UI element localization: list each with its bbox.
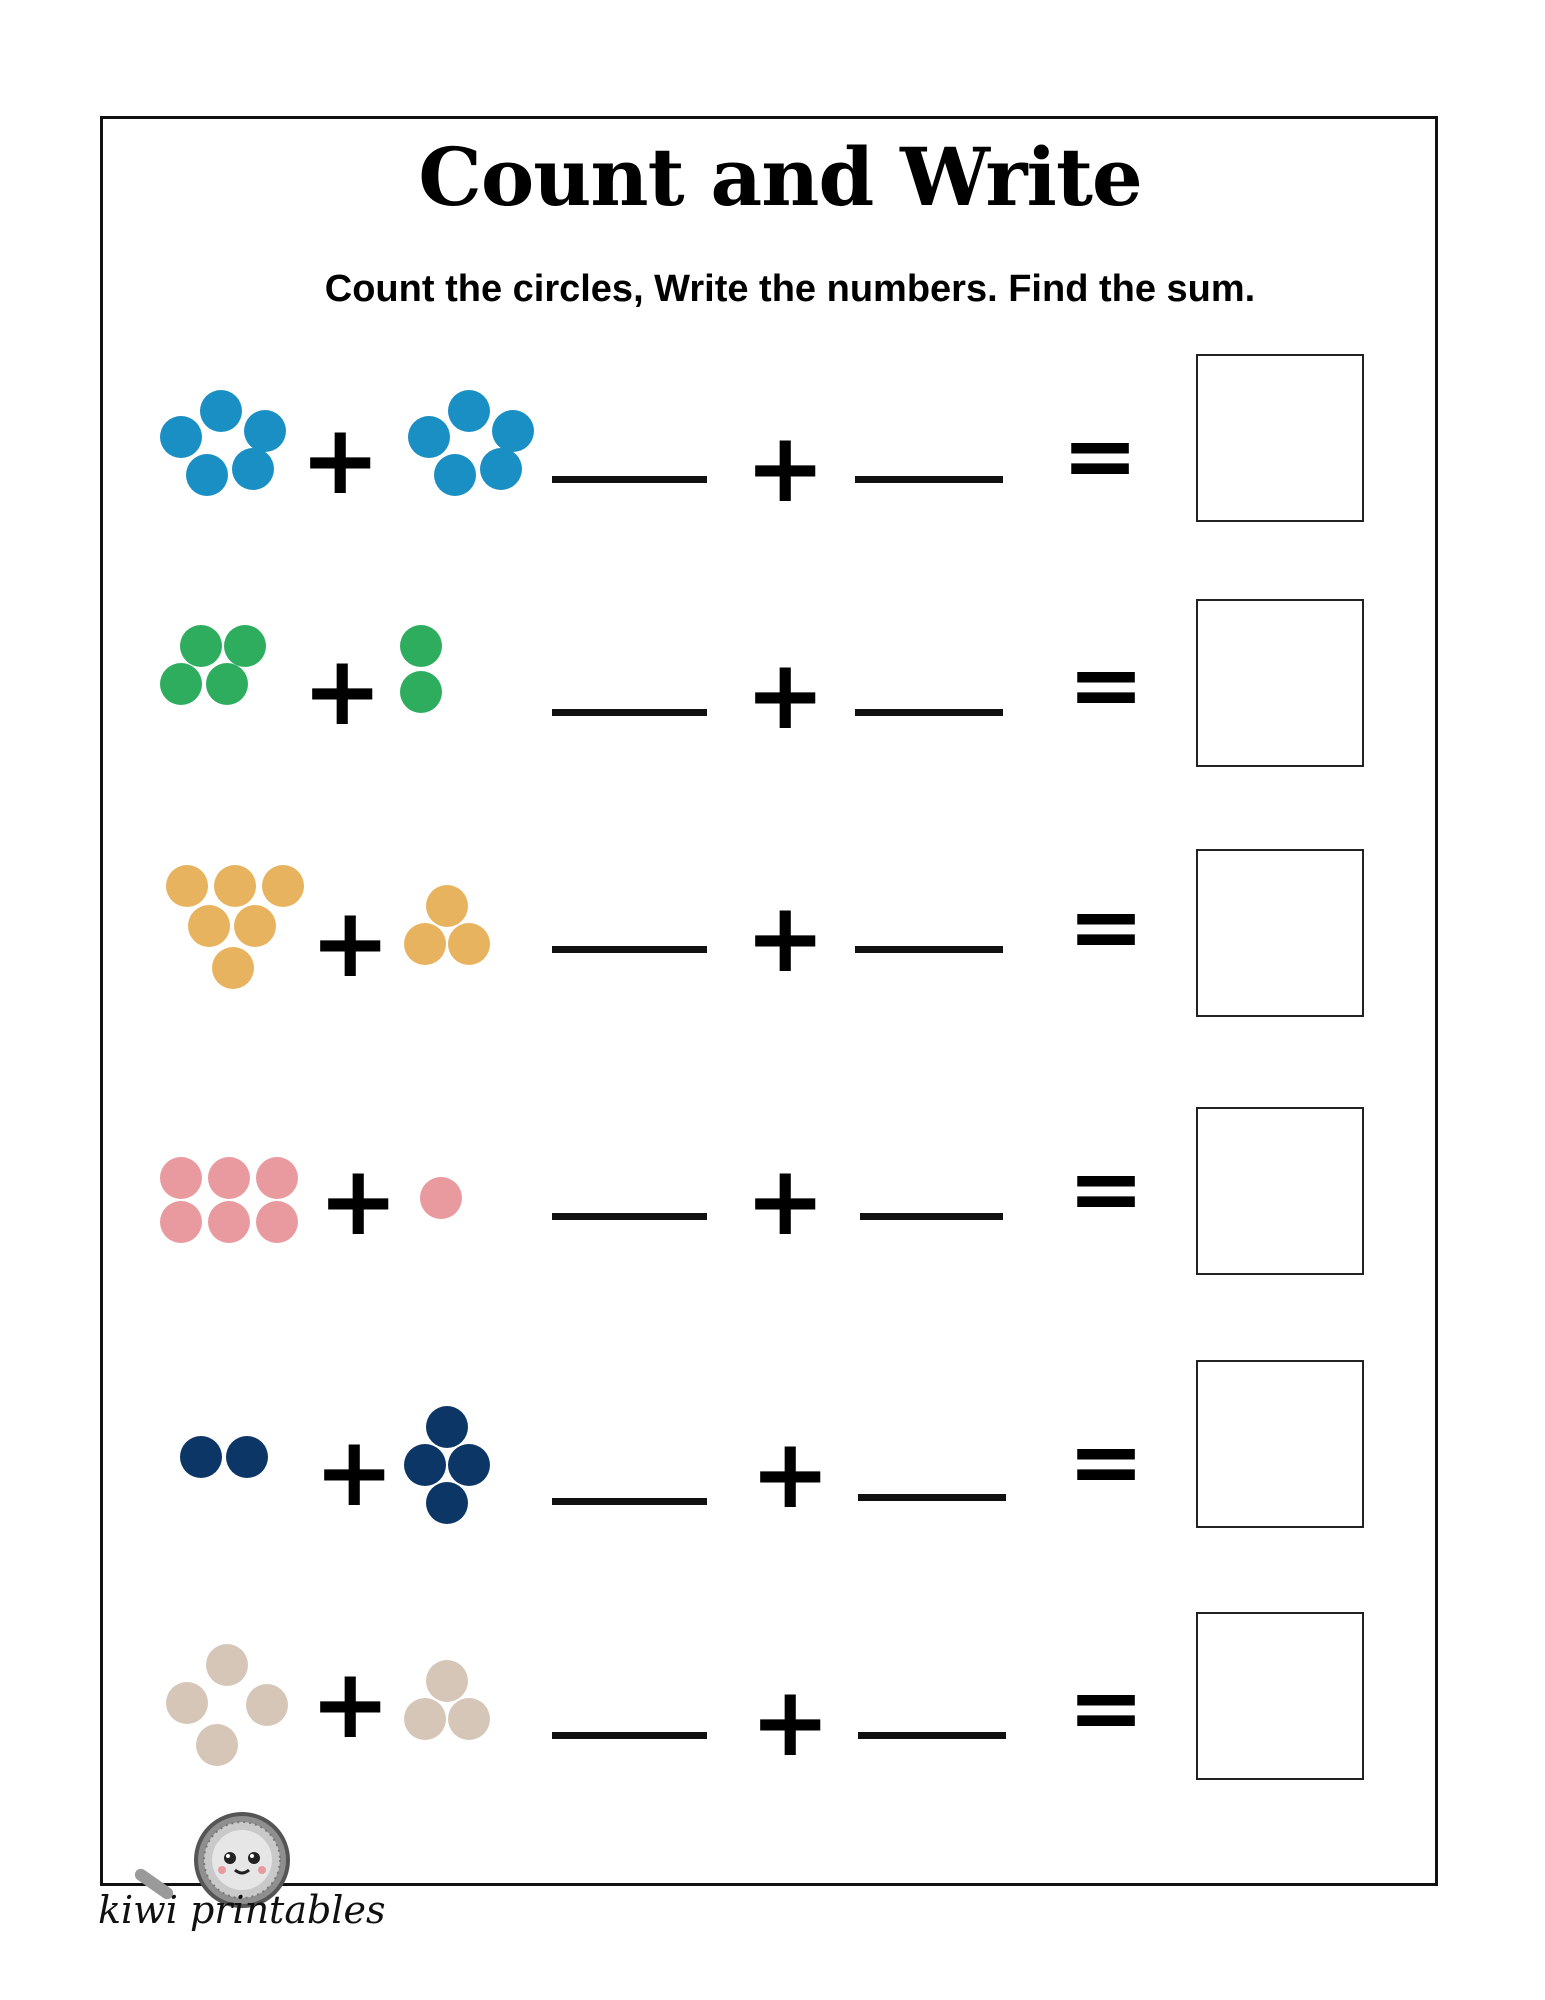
plus-sign: + <box>745 1145 826 1257</box>
answer-box[interactable] <box>1196 1612 1364 1780</box>
second-addend-blank[interactable] <box>855 946 1003 953</box>
circle <box>400 671 442 713</box>
right-circle-group <box>400 625 550 775</box>
circle <box>426 1482 468 1524</box>
left-circle-group <box>160 625 310 775</box>
answer-box[interactable] <box>1196 1107 1364 1275</box>
circle <box>196 1724 238 1766</box>
plus-sign: + <box>310 887 391 999</box>
circle <box>224 625 266 667</box>
circle <box>256 1157 298 1199</box>
circle <box>186 454 228 496</box>
plus-sign: + <box>310 1648 391 1760</box>
equals-sign: = <box>1067 1654 1145 1761</box>
page-title: Count and Write <box>418 130 1142 224</box>
right-circle-group <box>404 1406 554 1556</box>
equals-sign: = <box>1067 1408 1145 1515</box>
plus-sign: + <box>314 1416 395 1528</box>
right-circle-group <box>404 885 554 1035</box>
answer-box[interactable] <box>1196 849 1364 1017</box>
second-addend-blank[interactable] <box>858 1732 1006 1739</box>
left-circle-group <box>166 1644 316 1794</box>
brand-name: kiwi printables <box>98 1888 386 1932</box>
answer-box[interactable] <box>1196 599 1364 767</box>
first-addend-blank[interactable] <box>552 1732 707 1739</box>
circle <box>188 905 230 947</box>
first-addend-blank[interactable] <box>552 1498 707 1505</box>
problem-row <box>0 350 1545 550</box>
answer-box[interactable] <box>1196 354 1364 522</box>
circle <box>448 1698 490 1740</box>
plus-sign: + <box>745 882 826 994</box>
plus-sign: + <box>302 635 383 747</box>
circle <box>180 1436 222 1478</box>
kiwi-mascot-icon <box>92 1800 312 1960</box>
circle <box>160 416 202 458</box>
circle <box>426 1660 468 1702</box>
left-circle-group <box>160 1157 310 1307</box>
circle <box>206 663 248 705</box>
circle <box>480 448 522 490</box>
second-addend-blank[interactable] <box>860 1213 1003 1220</box>
right-circle-group <box>404 1660 554 1810</box>
plus-sign: + <box>300 404 381 516</box>
right-circle-group <box>420 1177 570 1327</box>
second-addend-blank[interactable] <box>855 476 1003 483</box>
circle <box>208 1157 250 1199</box>
plus-sign: + <box>750 1418 831 1530</box>
equals-sign: = <box>1067 873 1145 980</box>
circle <box>448 1444 490 1486</box>
circle <box>404 923 446 965</box>
problem-row <box>0 1608 1545 1808</box>
circle <box>262 865 304 907</box>
circle <box>246 1684 288 1726</box>
circle <box>206 1644 248 1686</box>
equals-sign: = <box>1067 631 1145 738</box>
problem-row <box>0 1356 1545 1556</box>
plus-sign: + <box>750 1666 831 1778</box>
equals-sign: = <box>1067 1135 1145 1242</box>
circle <box>214 865 256 907</box>
equals-sign: = <box>1061 402 1139 509</box>
circle <box>234 905 276 947</box>
circle <box>256 1201 298 1243</box>
circle <box>166 1682 208 1724</box>
circle <box>426 885 468 927</box>
plus-sign: + <box>318 1145 399 1257</box>
circle <box>408 416 450 458</box>
problem-row <box>0 595 1545 795</box>
circle <box>448 923 490 965</box>
circle <box>420 1177 462 1219</box>
second-addend-blank[interactable] <box>855 709 1003 716</box>
plus-sign: + <box>745 412 826 524</box>
circle <box>244 410 286 452</box>
plus-sign: + <box>745 639 826 751</box>
first-addend-blank[interactable] <box>552 709 707 716</box>
circle <box>226 1436 268 1478</box>
problem-row <box>0 845 1545 1045</box>
circle <box>200 390 242 432</box>
circle <box>404 1698 446 1740</box>
circle <box>232 448 274 490</box>
instructions: Count the circles, Write the numbers. Find the sum. <box>324 268 1256 310</box>
circle <box>212 947 254 989</box>
circle <box>160 663 202 705</box>
first-addend-blank[interactable] <box>552 1213 707 1220</box>
circle <box>434 454 476 496</box>
circle <box>448 390 490 432</box>
answer-box[interactable] <box>1196 1360 1364 1528</box>
second-addend-blank[interactable] <box>858 1494 1006 1501</box>
left-circle-group <box>160 390 310 540</box>
first-addend-blank[interactable] <box>552 946 707 953</box>
circle <box>404 1444 446 1486</box>
circle <box>400 625 442 667</box>
left-circle-group <box>166 865 316 1015</box>
circle <box>166 865 208 907</box>
circle <box>208 1201 250 1243</box>
circle <box>180 625 222 667</box>
first-addend-blank[interactable] <box>552 476 707 483</box>
circle <box>492 410 534 452</box>
circle <box>160 1157 202 1199</box>
right-circle-group <box>408 390 558 540</box>
circle <box>160 1201 202 1243</box>
left-circle-group <box>180 1436 330 1586</box>
problem-row <box>0 1103 1545 1303</box>
circle <box>426 1406 468 1448</box>
